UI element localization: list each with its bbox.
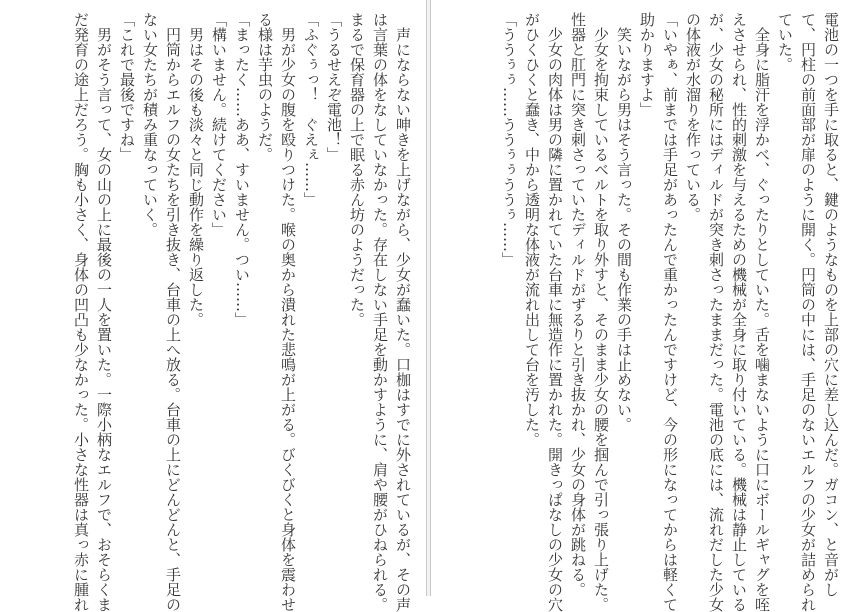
text-line: ていた。 [776,12,794,72]
text-line: 少女の肉体は男の隣に置かれていた台車に無造作に置かれた。開きっぱなしの少女の穴 [546,12,564,612]
text-line: 「これで最後ですね」 [118,12,136,162]
text-line: 「まったく……ああ、すいません。つい……」 [233,12,251,327]
left-page-text [69,12,414,612]
text-line: 男がそう言って、女の山の上に最後の一人を置いた。一際小柄なエルフで、おそらくま [95,12,113,612]
text-line: 男はその後も淡々と同じ動作を繰り返した。 [187,12,205,327]
text-line: の体液が水溜りを作っている。 [684,12,702,222]
text-line: は言葉の体をなしていなかった。存在しない手足を動かすように、肩や腰がひねられる。 [371,12,389,612]
text-line: がひくひくと蠢き、中から透明な体液が流れ出して台を汚した。 [523,12,541,447]
text-line: 「ううぅぅ……ううぅぅううぅ……」 [500,12,518,267]
text-line: えさせられ、性的刺激を与えるための機械が全身に取り付いている。機械は静止している [730,12,748,612]
text-line: 助かりますよ」 [638,12,656,117]
text-line: 男が少女の腹を殴りつけた。喉の奥から潰れた悲鳴が上がる。びくびくと身体を震わせ [279,12,297,612]
right-page [430,0,853,612]
text-line: 「ふぐぅっ！ ぐえぇ……」 [302,12,320,207]
text-line: 全身に脂汗を浮かべ、ぐったりとしていた。舌を噛まないように口にボールギャグを咥 [753,12,771,612]
text-line: 性器と肛門に突き刺さっていたディルドがずるりと引き抜かれ、少女の身体が跳ねる。 [569,12,587,597]
text-line: 笑いながら男はそう言った。その間も作業の手は止めない。 [615,12,633,432]
right-page-text [497,12,842,612]
text-line: 電池の一つを手に取ると、鍵のようなものを上部の穴に差し込んだ。ガコン、と音がし [822,12,840,597]
text-line: 「構いません。続けてください」 [210,12,228,237]
text-line: 「いやぁ、前までは手足があったんで重かったんですけど、今の形になってからは軽くて [661,12,679,612]
text-line: だ発育の途上だろう。胸も小さく、身体の凹凸も少なかった。小さな性器は真っ赤に腫れ [72,12,90,612]
text-line: が、少女の秘所にはディルドが突き刺さったままだった。電池の底には、流れだした少女 [707,12,725,612]
text-line: る様は芋虫のようだ。 [256,12,274,162]
text-line: 円筒からエルフの女たちを引き抜き、台車の上へ放る。台車の上にどんどんと、手足の [164,12,182,612]
text-line: 少女を拘束しているベルトを取り外すと、そのまま少女の腰を掴んで引っ張り上げた。 [592,12,610,612]
text-line: 「うるせえぞ電池！」 [325,12,343,162]
text-line: ない女たちが積み重なっていく。 [141,12,159,237]
text-line: て、円柱の前面部が扉のように開く。円筒の中には、手足のないエルフの少女が詰められ [799,12,817,612]
text-line: 声にならない呻きを上げながら、少女が蠢いた。口枷はすでに外されているが、その声 [394,12,412,612]
text-line: まるで保育器の上で眠る赤ん坊のようだった。 [348,12,366,327]
